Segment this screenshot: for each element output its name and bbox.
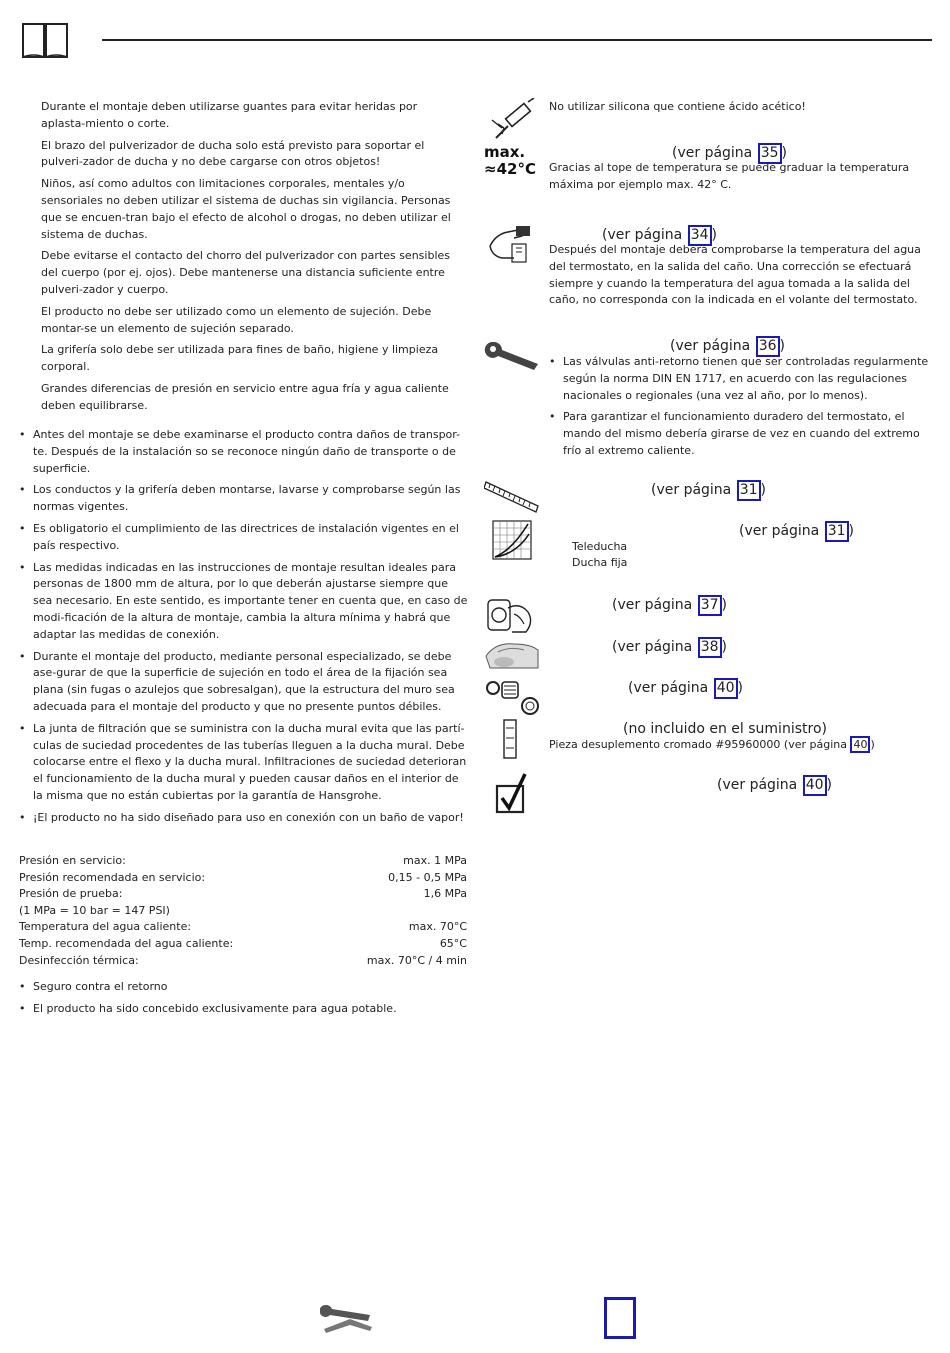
spare-parts-icon [484,676,542,716]
page-link-37[interactable]: 37 [698,595,722,616]
spec-row [19,870,467,887]
spec-label: Desinfección térmica: [19,953,139,967]
safety-notes [41,99,453,420]
ref-dimensions: (ver página 31 ) [651,480,766,501]
technical-data [19,853,467,969]
ref-handling: (ver página 37 ) [612,595,727,616]
spec-value: 0,15 - 0,5 MPa [388,870,467,884]
spec-row [19,853,467,870]
page-link-40c[interactable]: 40 [803,775,827,796]
list-item: • ¡El producto no ha sido diseñado para uso en conexión con un baño de vapor! [19,810,469,827]
ref-adjust: (ver página 34 ) [602,225,717,246]
ruler-icon [484,480,540,514]
page-link-38[interactable]: 38 [698,637,722,658]
thermometer-hand-icon [486,224,536,266]
list-item: • La junta de filtración que se suministra con la ducha mural evita que las partí-culas de suciedad procedentes de las tuberías lleguen a la ducha mural. Debe colocarse entre el flexo y la ducha mural. Infiltraciones de suciedad deterioran el funcionamiento de la ducha mural y pueden causar daños en el interior de la misma que no están cubiertas por la garantía de Hansgrohe. [19,721,469,805]
spec-row [19,919,467,936]
extension-text: Pieza desuplemento cromado #95960000 (ver página 40 ) [549,738,875,751]
wrench-icon [484,338,540,372]
spec-label: Presión en servicio: [19,854,126,867]
spec-label: Temp. recomendada del agua caliente: [19,936,234,950]
list-item: • Los conductos y la grifería deben montarse, lavarse y comprobarse según las normas vigentes. [19,482,469,516]
page-link-34[interactable]: 34 [688,225,712,246]
spec-row [19,903,467,920]
spec-label: Presión recomendada en servicio: [19,870,206,884]
spec-row [19,953,467,970]
spec-value: max. 1 MPa [403,854,467,867]
silicone-gun-icon [488,98,540,142]
safety-paragraph: Durante el montaje deben utilizarse guantes para evitar heridas por aplasta-miento o corte. [41,100,418,130]
page-link-36[interactable]: 36 [756,336,780,357]
safety-paragraph: La grifería solo debe ser utilizada para fines de baño, higiene y limpieza corporal. [41,343,439,374]
list-item: • Es obligatorio el cumplimiento de las directrices de instalación vigentes en el país respectivo. [19,521,469,555]
page-link-31b[interactable]: 31 [825,521,849,542]
safety-paragraph: El brazo del pulverizador de ducha solo está previsto para soportar el pulveri-zador de ducha y no debe cargarse con otros objetos! [41,138,425,169]
header-rule [102,39,932,41]
page-link-40b[interactable]: 40 [850,736,870,753]
max-temp-icon-line1: max. [484,143,526,161]
flow-item-handshower: Teleducha [572,540,628,553]
spec-row [19,936,467,953]
spec-value: max. 70°C / 4 min [366,953,467,967]
ref-cleaning: (ver página 38 ) [612,637,727,658]
list-item: • El producto ha sido concebido exclusivamente para agua potable. [19,1001,469,1018]
ref-maintenance: (ver página 36 ) [670,336,785,357]
spec-value: 65°C [439,936,467,950]
ref-flow: (ver página 31 ) [739,521,854,542]
flow-diagram-icon [492,520,532,560]
flow-item-fixed-shower: Ducha fija [572,556,628,569]
max-temp-icon-line2: ≈42°C [484,160,536,178]
spec-row [19,886,467,903]
tools-icon [320,1299,376,1335]
manual-book-icon [20,20,70,60]
safety-paragraph: Niños, así como adultos con limitaciones corporales, mentales y/o sensoriales no deben utilizar el sistema de duchas sin vigilancia. Personas que se encuen-tran bajo el efecto de alcohol o drogas, no deben utilizar el sistema de duchas. [41,177,451,241]
extension-piece-icon [500,718,520,760]
maintenance-notes [549,354,934,465]
list-item: • Las válvulas anti-retorno tienen que ser controladas regularmente según la norma DIN EN 1717, en acuerdo con las regulaciones nacionales o regionales (una vez al año, por lo menos). [549,354,934,404]
page-marker-box [604,1297,636,1339]
knob-hand-icon [486,594,536,636]
spec-label: Presión de prueba: [19,887,123,901]
ref-maxtemp: (ver página 35 ) [672,143,787,164]
safety-paragraph: Grandes diferencias de presión en servicio entre agua fría y agua caliente deben equilibrarse. [41,381,449,412]
page-link-31a[interactable]: 31 [737,480,761,501]
page-link-35[interactable]: 35 [758,143,782,164]
adjust-text: Después del montaje deberá comprobarse la temperatura del agua del termostato, en la salida del caño. Una corrección se efectuará siempre y cuando la temperatura del agua tomada a la salida del caño, no corresponda con la indicada en el volante del termostato. [549,243,921,307]
installation-notes [19,427,469,832]
ref-test: (ver página 40 ) [717,775,832,796]
safety-paragraph: El producto no debe ser utilizado como un elemento de sujeción. Debe montar-se un elemento de sujeción separado. [41,304,432,335]
spec-label: Temperatura del agua caliente: [19,920,192,934]
ref-spare-parts: (ver página 40 ) [628,678,743,699]
technical-bullets [19,979,469,1023]
safety-paragraph: Debe evitarse el contacto del chorro del pulverizador con partes sensibles del cuerpo (por ej. ojos). Debe mantenerse una distancia suficiente entre pulveri-zador y cuerpo. [41,249,450,296]
extension-label: (no incluido en el suministro) [623,721,827,737]
list-item: • Las medidas indicadas en las instrucciones de montaje resultan ideales para personas de 1800 mm de altura, por lo que deberán ajustarse siempre que sea necesario. En este sentido, es importante tener en cuenta que, en caso de modi-ficación de la altura de montaje, cambia la altura mínima y habrá que adaptar las medidas de conexión. [19,560,469,644]
max-temp-icon [484,144,544,178]
list-item: • Antes del montaje se debe examinarse el producto contra daños de transpor-te. Después de la instalación so se reconoce ningún daño de transporte o de superficie. [19,427,469,477]
spec-label: (1 MPa = 10 bar = 147 PSI) [19,903,170,917]
maxtemp-text: Gracias al tope de temperatura se puede graduar la temperatura máxima por ejemplo max. 42° C. [549,161,910,191]
list-item: • Seguro contra el retorno [19,979,469,996]
list-item: • Para garantizar el funcionamiento duradero del termostato, el mando del mismo debería girarse de vez en cuando del extremo frío al extremo caliente. [549,409,934,459]
spec-value: 1,6 MPa [423,887,467,901]
silicone-warning: No utilizar silicona que contiene ácido acético! [549,100,806,113]
page-link-40a[interactable]: 40 [714,678,738,699]
list-item: • Durante el montaje del producto, mediante personal especializado, se debe ase-gurar de que la superficie de sujeción en todo el área de la fijación sea plana (sin fugas o azulejos que sobresalgan), que la estructura del muro sea adecuada para el montaje del producto y que no presente puntos débiles. [19,649,469,716]
checkbox-checked-icon [494,772,528,814]
cleaning-hand-icon [484,636,540,672]
spec-value: max. 70°C [408,920,467,934]
